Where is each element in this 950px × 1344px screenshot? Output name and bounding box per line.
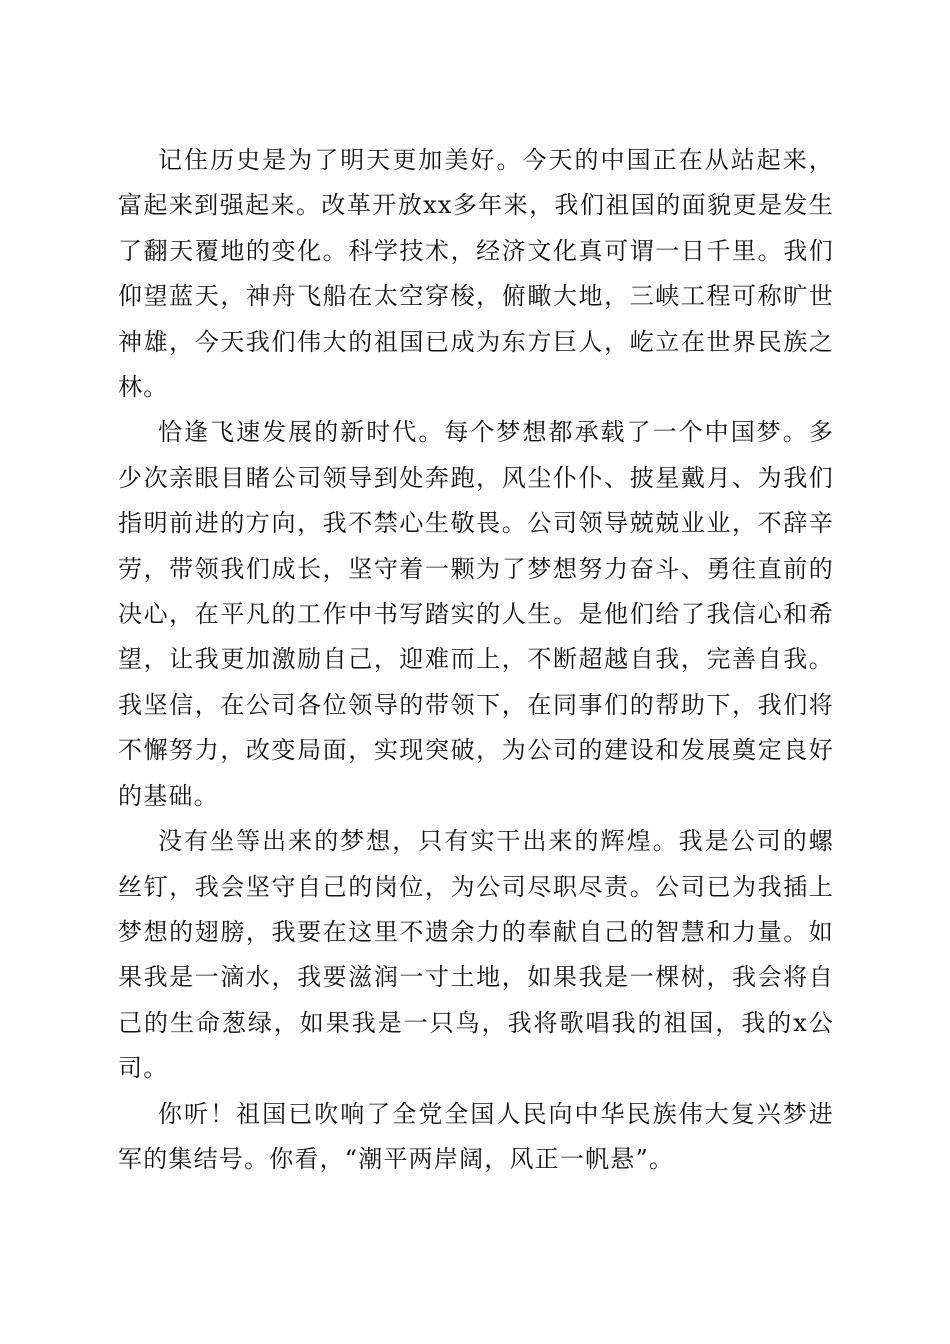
document-body	[118, 138, 834, 1182]
paragraph-1: 记住历史是为了明天更加美好。今天的中国正在从站起来，富起来到强起来。改革开放xx多年来，我们祖国的面貌更是发生了翻天覆地的变化。科学技术，经济文化真可谓一日千里。我们仰望蓝天，神舟飞船在太空穿梭，俯瞰大地，三峡工程可称旷世神雄，今天我们伟大的祖国已成为东方巨人，屹立在世界民族之林。	[118, 146, 834, 402]
paragraph-3: 没有坐等出来的梦想，只有实干出来的辉煌。我是公司的螺丝钉，我会坚守自己的岗位，为公司尽职尽责。公司已为我插上梦想的翅膀，我要在这里不遗余力的奉献自己的智慧和力量。如果我是一滴水，我要滋润一寸土地，如果我是一棵树，我会将自己的生命葱绿，如果我是一只鸟，我将歌唱我的祖国，我的x公司。	[118, 827, 834, 1083]
paragraph-4: 你听！祖国已吹响了全党全国人民向中华民族伟大复兴梦进军的集结号。你看，“潮平两岸阔，风正一帆悬”。	[118, 1099, 834, 1173]
paragraph-2: 恰逢飞速发展的新时代。每个梦想都承载了一个中国梦。多少次亲眼目睹公司领导到处奔跑，风尘仆仆、披星戴月、为我们指明前进的方向，我不禁心生敬畏。公司领导兢兢业业，不辞辛劳，带领我们成长，坚守着一颗为了梦想努力奋斗、勇往直前的决心，在平凡的工作中书写踏实的人生。是他们给了我信心和希望，让我更加激励自己，迎难而上，不断超越自我，完善自我。我坚信，在公司各位领导的带领下，在同事们的帮助下，我们将不懈努力，改变局面，实现突破，为公司的建设和发展奠定良好的基础。	[118, 418, 834, 810]
